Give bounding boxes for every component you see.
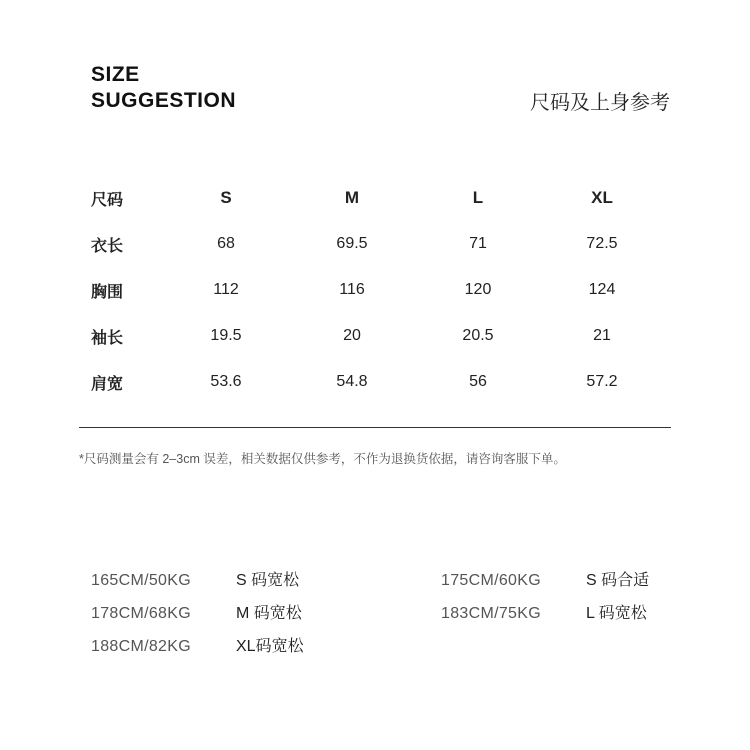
page-title (91, 62, 236, 114)
row-label: 袖长 (91, 329, 124, 347)
size-s: S (220, 188, 232, 207)
fit-advice: L 码宽松 (586, 605, 647, 622)
recommendation-item (91, 633, 304, 656)
table-cell: 54.8 (336, 373, 368, 390)
table-cell: 124 (588, 281, 616, 298)
table-cell: 19.5 (210, 327, 242, 344)
recommendation-item (441, 567, 649, 590)
table-row (91, 359, 671, 405)
table-cell: 71 (469, 235, 487, 252)
measurement-note: *尺码测量会有 2–3cm 误差，相关数据仅供参考，不作为退换货依据，请咨询客服下单。 (79, 452, 566, 466)
row-label: 胸围 (91, 283, 124, 301)
table-cell: 57.2 (586, 373, 618, 390)
title-line-2: SUGGESTION (91, 89, 237, 112)
row-label: 肩宽 (91, 375, 124, 393)
row-label: 衣长 (91, 237, 124, 255)
table-cell: 69.5 (336, 235, 368, 252)
fit-advice: S 码宽松 (236, 572, 300, 589)
table-row (91, 313, 671, 359)
table-cell: 116 (339, 281, 365, 298)
size-header-row (91, 175, 671, 221)
table-cell: 56 (469, 373, 487, 390)
size-m: M (344, 188, 360, 207)
table-cell: 68 (217, 235, 235, 252)
table-cell: 21 (593, 327, 611, 344)
fit-advice: XL码宽松 (236, 638, 304, 655)
table-cell: 20.5 (462, 327, 494, 344)
row-header-label: 尺码 (91, 191, 124, 209)
table-cell: 120 (464, 281, 492, 298)
table-cell: 112 (213, 281, 239, 298)
table-cell: 20 (343, 327, 361, 344)
size-l: L (472, 188, 484, 207)
recommendation-item (91, 600, 302, 623)
height-weight: 188CM/82KG (91, 638, 191, 655)
page-subtitle: 尺码及上身参考 (530, 92, 670, 114)
height-weight: 165CM/50KG (91, 572, 191, 589)
title-line-1: SIZE (91, 63, 140, 86)
recommendation-item (441, 600, 647, 623)
size-table (91, 175, 671, 405)
fit-advice: S 码合适 (586, 572, 650, 589)
table-cell: 72.5 (586, 235, 618, 252)
height-weight: 175CM/60KG (441, 572, 541, 589)
table-row (91, 221, 671, 267)
fit-advice: M 码宽松 (236, 605, 302, 622)
table-row (91, 267, 671, 313)
height-weight: 178CM/68KG (91, 605, 191, 622)
size-xl: XL (591, 188, 613, 207)
height-weight: 183CM/75KG (441, 605, 541, 622)
divider (79, 427, 671, 428)
recommendation-item (91, 567, 299, 590)
table-cell: 53.6 (210, 373, 242, 390)
